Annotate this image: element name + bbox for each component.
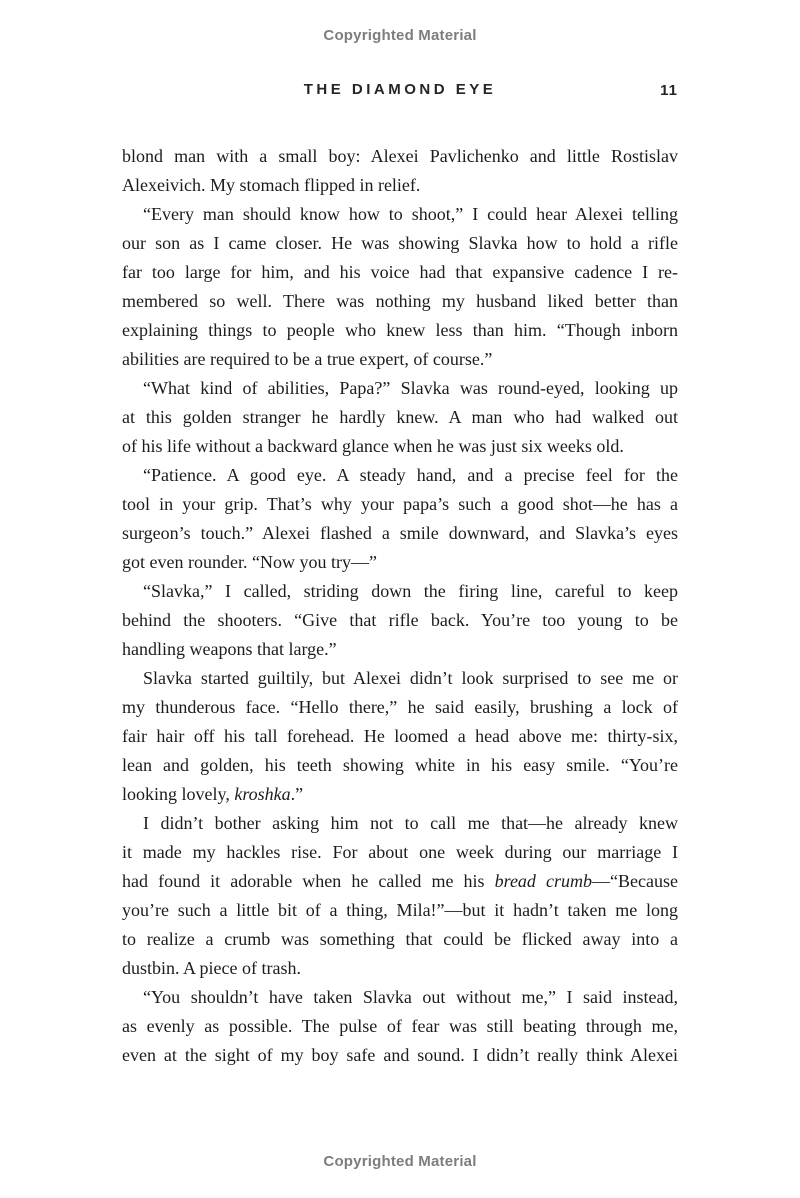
running-head — [122, 81, 678, 101]
text-segment: “What kind of abilities, Papa?” Slavka was round-eyed, looking up — [143, 378, 678, 398]
text-segment: tool in your grip. That’s why your papa’s such a good shot—he has a — [122, 494, 678, 514]
text-segment: behind the shooters. “Give that rifle back. You’re too young to be — [122, 610, 678, 630]
text-segment: explaining things to people who knew less than him. “Though inborn — [122, 320, 678, 340]
text-line — [122, 403, 678, 432]
text-segment: I didn’t bother asking him not to call me that—he already knew — [143, 813, 678, 833]
text-segment: far too large for him, and his voice had that expansive cadence I re- — [122, 262, 678, 282]
text-segment: abilities are required to be a true expert, of course.” — [122, 349, 493, 369]
text-line — [122, 664, 678, 693]
text-segment: got even rounder. “Now you try—” — [122, 552, 377, 572]
text-segment: at this golden stranger he hardly knew. A man who had walked out — [122, 407, 678, 427]
text-segment: as evenly as possible. The pulse of fear was still beating through me, — [122, 1016, 678, 1036]
text-line — [122, 461, 678, 490]
text-line — [122, 490, 678, 519]
copyright-notice-bottom: Copyrighted Material — [323, 1153, 477, 1170]
text-line — [122, 809, 678, 838]
text-line — [122, 1041, 678, 1070]
text-line — [122, 925, 678, 954]
text-line — [122, 316, 678, 345]
text-line — [122, 896, 678, 925]
text-segment: blond man with a small boy: Alexei Pavlichenko and little Rostislav — [122, 146, 678, 166]
italic-text-segment: bread crumb — [494, 871, 593, 891]
text-segment: had found it adorable when he called me his — [122, 871, 495, 891]
text-line — [122, 432, 678, 461]
text-segment: “Patience. A good eye. A steady hand, and a precise feel for the — [143, 465, 678, 485]
text-segment: .” — [290, 784, 304, 804]
text-segment: fair hair off his tall forehead. He loomed a head above me: thirty-six, — [122, 726, 678, 746]
text-segment: “Slavka,” I called, striding down the firing line, careful to keep — [143, 581, 678, 601]
text-segment: you’re such a little bit of a thing, Mila!”—but it hadn’t taken me long — [122, 900, 678, 920]
text-line — [122, 519, 678, 548]
text-line — [122, 548, 678, 577]
text-segment: looking lovely, — [122, 784, 235, 804]
text-segment: “You shouldn’t have taken Slavka out without me,” I said instead, — [143, 987, 678, 1007]
text-segment: dustbin. A piece of trash. — [122, 958, 301, 978]
text-segment: handling weapons that large.” — [122, 639, 337, 659]
text-line — [122, 374, 678, 403]
italic-text-segment: kroshka — [234, 784, 291, 804]
text-line — [122, 838, 678, 867]
text-line — [122, 606, 678, 635]
text-segment: even at the sight of my boy safe and sound. I didn’t really think Alexei — [122, 1045, 678, 1065]
text-line — [122, 954, 678, 983]
text-line — [122, 751, 678, 780]
body-text — [122, 142, 678, 1070]
text-segment: surgeon’s touch.” Alexei flashed a smile downward, and Slavka’s eyes — [122, 523, 678, 543]
text-line — [122, 287, 678, 316]
text-line — [122, 229, 678, 258]
text-segment: it made my hackles rise. For about one week during our marriage I — [122, 842, 678, 862]
text-segment: —“Because — [592, 871, 678, 891]
text-line — [122, 577, 678, 606]
text-segment: my thunderous face. “Hello there,” he said easily, brushing a lock of — [122, 697, 678, 717]
text-line — [122, 1012, 678, 1041]
text-segment: our son as I came closer. He was showing Slavka how to hold a rifle — [122, 233, 678, 253]
text-line — [122, 867, 678, 896]
page-number: 11 — [660, 82, 678, 99]
text-segment: lean and golden, his teeth showing white in his easy smile. “You’re — [122, 755, 678, 775]
text-line — [122, 345, 678, 374]
text-line — [122, 780, 678, 809]
text-line — [122, 722, 678, 751]
text-line — [122, 258, 678, 287]
text-line — [122, 200, 678, 229]
copyright-notice-top: Copyrighted Material — [323, 27, 477, 44]
text-segment: membered so well. There was nothing my husband liked better than — [122, 291, 678, 311]
text-line — [122, 983, 678, 1012]
text-segment: to realize a crumb was something that could be flicked away into a — [122, 929, 678, 949]
text-segment: “Every man should know how to shoot,” I could hear Alexei telling — [143, 204, 678, 224]
text-line — [122, 142, 678, 171]
text-line — [122, 693, 678, 722]
text-line — [122, 635, 678, 664]
text-segment: of his life without a backward glance when he was just six weeks old. — [122, 436, 624, 456]
running-head-title: THE DIAMOND EYE — [303, 81, 497, 98]
text-segment: Slavka started guiltily, but Alexei didn’t look surprised to see me or — [143, 668, 678, 688]
text-line — [122, 171, 678, 200]
text-segment: Alexeivich. My stomach flipped in relief. — [122, 175, 421, 195]
